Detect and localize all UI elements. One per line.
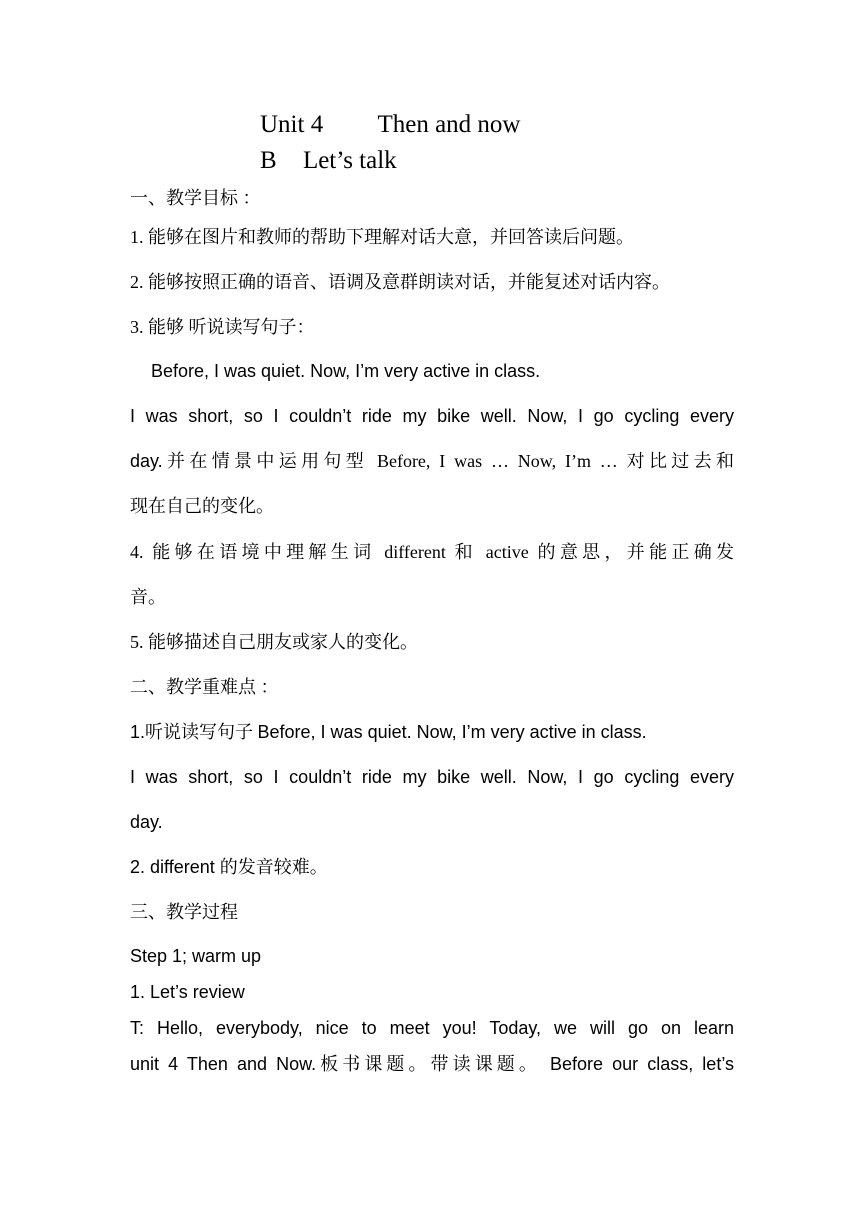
keypoint-2-word: 2. different xyxy=(130,857,220,877)
objective-4-cont: 音。 xyxy=(130,587,166,607)
keypoint-1-label: 听说读写句子 xyxy=(145,722,258,742)
objective-3-day: day. xyxy=(130,451,163,471)
objective-3-pattern: 并在情景中运用句型 Before, I was … Now, I’m … 对比过去和 xyxy=(162,451,734,471)
objective-2: 2. 能够按照正确的语音、语调及意群朗读对话，并能复述对话内容。 xyxy=(130,272,670,292)
keypoint-1-line-3: day. xyxy=(130,812,163,832)
keypoint-1-sentence: Before, I was quiet. Now, I’m very active in class. xyxy=(257,722,647,742)
objective-3-sentence-4: 现在自己的变化。 xyxy=(130,496,274,516)
unit-name: Then and now xyxy=(377,111,521,138)
keypoint-2 xyxy=(130,854,734,880)
teacher-line-2-note: 板书课题。带读课题。 xyxy=(316,1054,541,1074)
objective-3-sentence-3 xyxy=(130,448,734,474)
objectives-heading: 一、教学目标 ： xyxy=(130,188,261,208)
unit-number: Unit 4 xyxy=(260,111,324,138)
keypoint-1-number: 1. xyxy=(130,722,146,742)
unit-title xyxy=(260,109,520,141)
keypoints-heading: 二、教学重难点 ： xyxy=(130,677,279,697)
teacher-line-2-end: Before our class, let’s xyxy=(540,1054,734,1074)
keypoint-1 xyxy=(130,719,734,745)
objective-5: 5. 能够描述自己朋友或家人的变化。 xyxy=(130,632,418,652)
part-letter: B xyxy=(260,147,277,174)
objective-1: 1. 能够在图片和教师的帮助下理解对话大意，并回答读后问题。 xyxy=(130,227,634,247)
objective-3-sentence-2: I was short, so I couldn’t ride my bike well. Now, I go cycling every xyxy=(130,406,734,426)
review-heading: 1. Let’s review xyxy=(130,982,245,1002)
objective-3-sentence-1: Before, I was quiet. Now, I’m very active in class. xyxy=(151,361,541,381)
process-heading: 三、教学过程 xyxy=(130,902,238,922)
objective-4: 4. 能够在语境中理解生词 different 和 active 的意思，并能正确发 xyxy=(130,542,734,562)
lesson-subtitle xyxy=(260,145,397,177)
part-name: Let’s talk xyxy=(302,147,397,174)
step-1-heading: Step 1; warm up xyxy=(130,946,262,966)
keypoint-1-line-2: I was short, so I couldn’t ride my bike well. Now, I go cycling every xyxy=(130,767,734,787)
teacher-line-1: T: Hello, everybody, nice to meet you! Today, we will go on learn xyxy=(130,1018,734,1038)
teacher-line-2 xyxy=(130,1051,734,1077)
objective-3: 3. 能够 听说读写句子： xyxy=(130,317,315,337)
keypoint-2-note: 的发音较难。 xyxy=(219,857,328,877)
teacher-line-2-unit: unit 4 Then and Now. xyxy=(130,1054,317,1074)
